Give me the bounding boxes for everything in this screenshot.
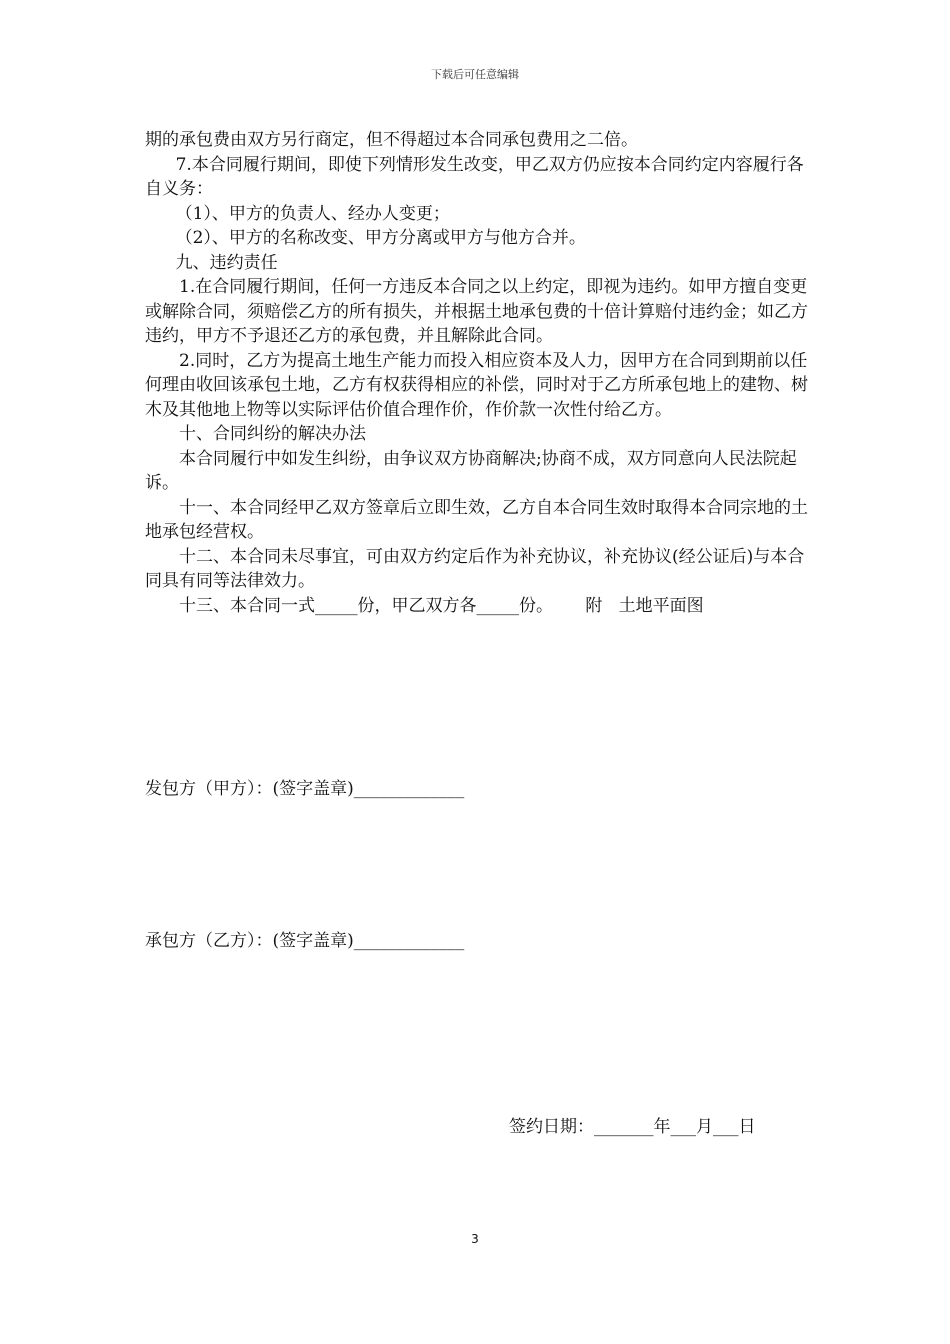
party-b-signature-line: 承包方（乙方）：(签字盖章)_____________ xyxy=(145,931,465,951)
party-a-signature-line: 发包方（甲方）：(签字盖章)_____________ xyxy=(145,779,465,799)
paragraph-clause-7: 7.本合同履行期间，即使下列情形发生改变，甲乙双方仍应按本合同约定内容履行各自义务： xyxy=(145,154,804,199)
paragraph-clause-12: 十二、本合同未尽事宜，可由双方约定后作为补充协议，补充协议(经公证后)与本合同具有同等法律效力。 xyxy=(145,546,805,591)
paragraph-clause-11: 十一、本合同经甲乙双方签章后立即生效，乙方自本合同生效时取得本合同宗地的土地承包经营权。 xyxy=(145,497,808,542)
section-heading-disputes: 十、合同纠纷的解决办法 xyxy=(179,424,366,444)
contract-body xyxy=(145,128,810,618)
paragraph-clause-13: 十三、本合同一式_____份，甲乙双方各_____份。 附 土地平面图 xyxy=(179,595,704,616)
paragraph-breach-1: 1.在合同履行期间，任何一方违反本合同之以上约定，即视为违约。如甲方擅自变更或解除合同，须赔偿乙方的所有损失，并根据土地承包费的十倍计算赔付违约金；如乙方违约，甲方不予退还乙方的承包费，并且解除此合同。 xyxy=(145,277,808,346)
paragraph-breach-2: 2.同时，乙方为提高土地生产能力而投入相应资本及人力，因甲方在合同到期前以任何理由收回该承包土地，乙方有权获得相应的补偿，同时对于乙方所承包地上的建物、树木及其他地上物等以实际评估价值合理作价，作价款一次性付给乙方。 xyxy=(145,350,808,420)
paragraph-fee-continuation: 期的承包费由双方另行商定，但不得超过本合同承包费用之二倍。 xyxy=(145,130,638,150)
paragraph-item-2: （2）、甲方的名称改变、甲方分离或甲方与他方合并。 xyxy=(175,228,586,248)
section-heading-breach: 九、违约责任 xyxy=(175,252,278,273)
paragraph-item-1: （1）、甲方的负责人、经办人变更； xyxy=(175,203,450,224)
paragraph-disputes: 本合同履行中如发生纠纷，由争议双方协商解决;协商不成，双方同意向人民法院起诉。 xyxy=(145,448,797,493)
signing-date-line: 签约日期：_______年___月___日 xyxy=(509,1117,756,1137)
page-header: 下载后可任意编辑 xyxy=(431,68,519,81)
page-number: 3 xyxy=(471,1232,479,1246)
